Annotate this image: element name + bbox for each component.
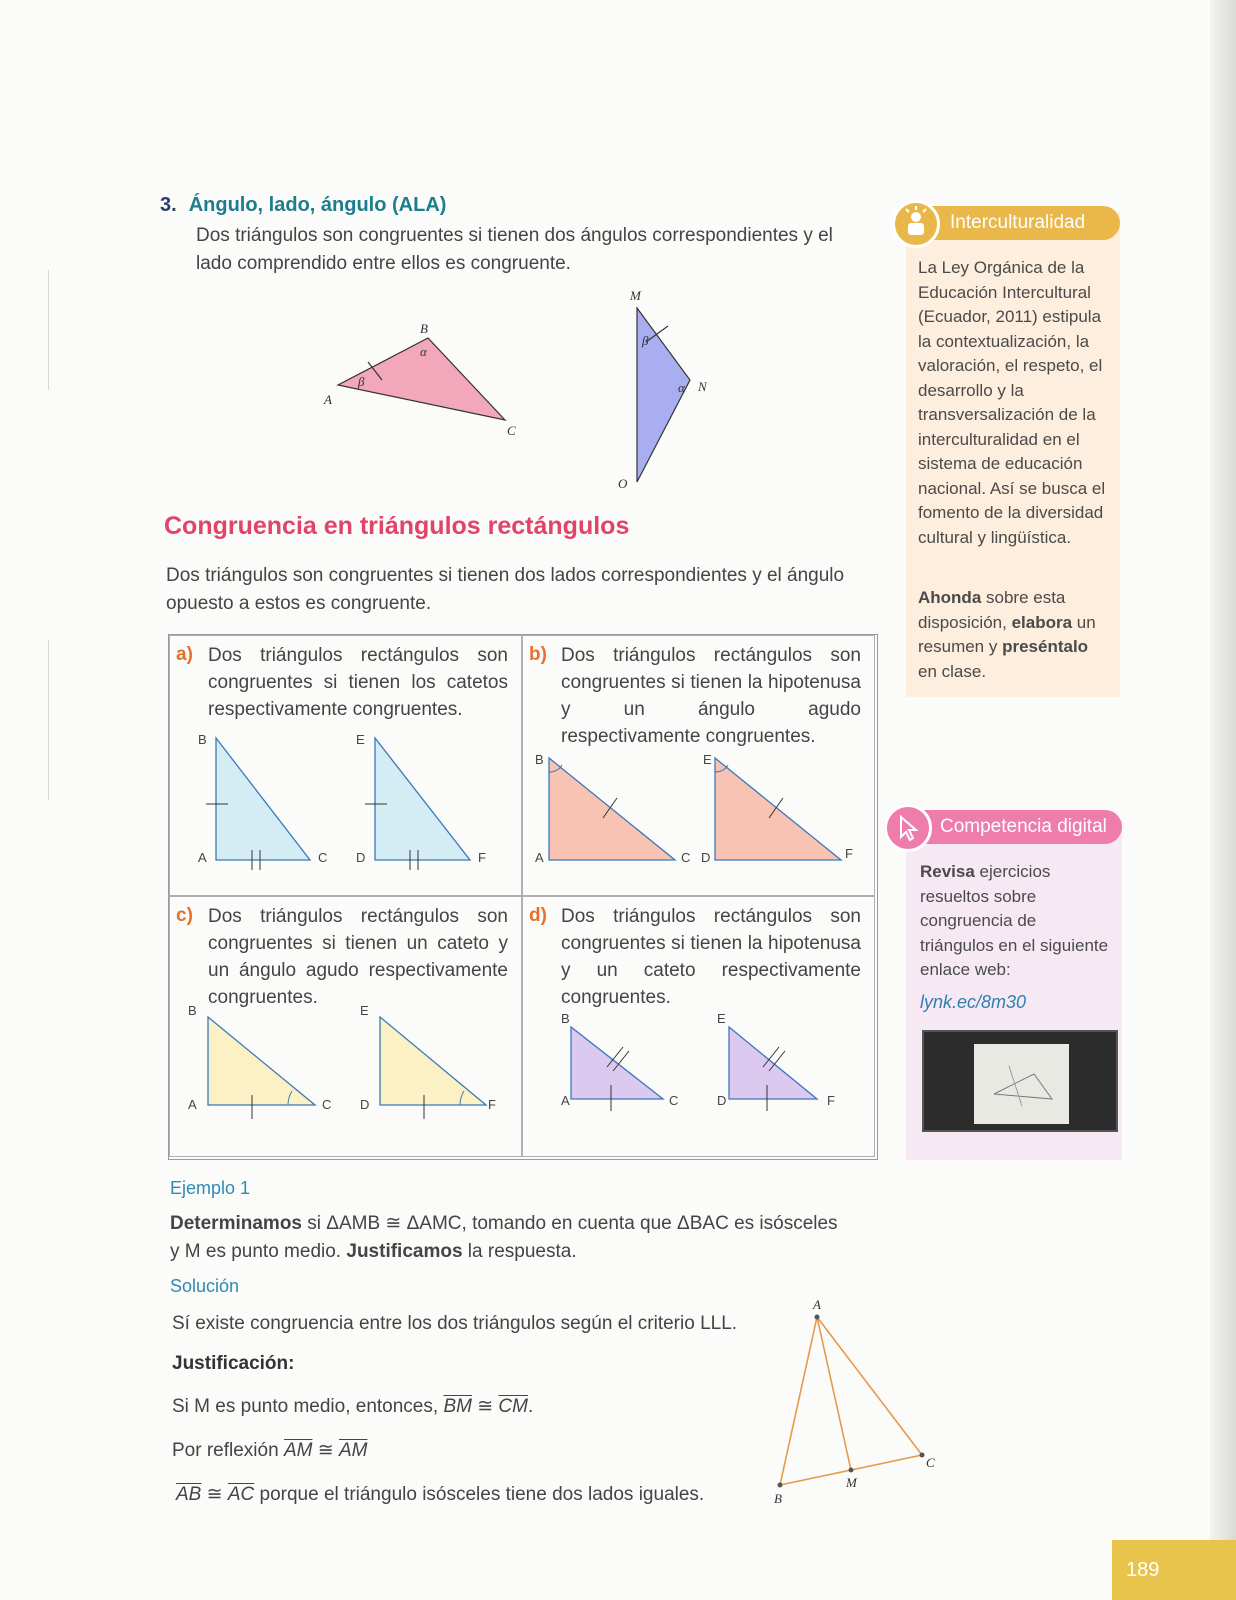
vertex-label: A <box>561 1093 570 1108</box>
label-C: C <box>926 1455 935 1470</box>
vertex-label: E <box>717 1011 726 1026</box>
criterion-text: Dos triángulos rectángulos son congruentes si tienen un cateto y un ángulo agudo respectivamente congruentes. <box>208 906 508 1008</box>
isosceles-figure <box>760 1295 940 1510</box>
vertex-label: A <box>188 1097 197 1112</box>
vertex-label: D <box>356 850 366 865</box>
label-C: C <box>507 423 516 438</box>
vertex-label: F <box>478 850 486 865</box>
label-beta: β <box>358 374 365 389</box>
justification-3: $\overline{AB}$ ≅ $\overline{AC}$ porque el triángulo isósceles tiene dos lados iguales. <box>176 1484 705 1505</box>
vertex-label: C <box>681 850 691 865</box>
vertex-label: D <box>360 1097 370 1112</box>
section-title: 3. Ángulo, lado, ángulo (ALA) <box>160 194 447 216</box>
criterion-d <box>522 896 875 1157</box>
criterion-c <box>169 896 522 1157</box>
vertex-label: E <box>360 1003 369 1018</box>
label-O: O <box>618 476 628 491</box>
web-link[interactable]: lynk.ec/8m30 <box>920 992 1027 1012</box>
vertex-label: A <box>535 850 544 865</box>
label-beta-2: β <box>642 333 649 348</box>
example-title: Ejemplo 1 <box>170 1178 251 1198</box>
cursor-icon <box>884 804 932 852</box>
vertex-label: C <box>318 850 328 865</box>
criterion-text: Dos triángulos rectángulos son congruentes si tienen la hipotenusa y un cateto respectivamente congruentes. <box>561 906 861 1008</box>
criterion-a <box>169 635 522 896</box>
criterion-label: c) <box>176 905 193 926</box>
bold-word: Determinamos <box>170 1213 302 1234</box>
vertex-label: D <box>701 850 711 865</box>
criterion-label: d) <box>529 905 547 926</box>
rect-heading: Congruencia en triángulos rectángulos <box>164 512 630 540</box>
label-M: M <box>630 288 641 303</box>
criterion-text: Dos triángulos rectángulos son congruentes si tienen los catetos respectivamente congruentes. <box>208 645 508 720</box>
label-B: B <box>420 321 428 336</box>
label-N: N <box>698 379 707 394</box>
margin-line <box>48 270 49 390</box>
criterion-c-figure <box>170 897 523 1158</box>
vertex-label: F <box>845 846 853 861</box>
vertex-label: B <box>561 1011 570 1026</box>
competencia-digital-text: Revisa ejercicios resueltos sobre congruencia de triángulos en el siguiente enlace web: <box>920 862 1109 979</box>
vertex-label: B <box>198 732 207 747</box>
rect-intro: Dos triángulos son congruentes si tienen dos lados correspondientes y el ángulo opuesto a estos es congruente. <box>166 565 845 614</box>
thumbnail-content <box>974 1044 1069 1124</box>
solution-text: Sí existe congruencia entre los dos triángulos según el criterio LLL. <box>172 1313 738 1334</box>
criterion-text: Dos triángulos rectángulos son congruentes si tienen la hipotenusa y un ángulo agudo respectivamente congruentes. <box>561 645 861 747</box>
criterion-label: b) <box>529 644 547 665</box>
vertex-label: E <box>356 732 365 747</box>
margin-line <box>48 640 49 800</box>
criterion-b-figure <box>523 636 876 897</box>
criterion-a-figure <box>170 636 523 897</box>
vertex-label: C <box>669 1093 679 1108</box>
label-A: A <box>324 392 332 407</box>
bold-word: Justificamos <box>346 1241 463 1262</box>
video-thumbnail[interactable] <box>922 1030 1118 1132</box>
competencia-digital-header: Competencia digital <box>884 810 1122 844</box>
people-icon <box>892 200 940 248</box>
criteria-grid <box>168 634 878 1160</box>
interculturalidad-task: Ahonda sobre esta disposición, elabora un resumen y preséntalo en clase. <box>918 588 1096 681</box>
vertex-label: F <box>488 1097 496 1112</box>
section-body: Dos triángulos son congruentes si tienen dos ángulos correspondientes y el lado comprendido entre ellos es congruente. <box>196 225 833 274</box>
label-B: B <box>774 1491 782 1506</box>
justification-2: Por reflexión $\overline{AM}$ ≅ $\overline{AM}$ <box>172 1440 368 1461</box>
interculturalidad-text: La Ley Orgánica de la Educación Intercultural (Ecuador, 2011) estipula la contextualización, la valoración, el respeto, el desarrollo y la transversalización de la interculturalidad en el sistema de educación nacional. Así se busca el fomento de la diversidad cultural y lingüística. <box>918 258 1106 547</box>
page-edge-shadow <box>1210 0 1236 1600</box>
criterion-b <box>522 635 875 896</box>
vertex-label: A <box>198 850 207 865</box>
page-number: 189 <box>1112 1540 1236 1600</box>
justification-1: Si M es punto medio, entonces, $\overline{BM}$ ≅ $\overline{CM}$. <box>172 1396 534 1417</box>
criterion-label: a) <box>176 644 193 665</box>
vertex-label: D <box>717 1093 727 1108</box>
example-statement: Determinamos si ΔAMB ≅ ΔAMC, tomando en cuenta que ΔBAC es isósceles y M es punto medio. Justificamos la respuesta. <box>170 1213 838 1262</box>
vertex-label: F <box>827 1093 835 1108</box>
label-A: A <box>813 1297 821 1312</box>
ala-figure <box>300 280 740 495</box>
vertex-label: E <box>703 752 712 767</box>
label-alpha: α <box>420 344 427 359</box>
vertex-label: B <box>535 752 544 767</box>
label-alpha-2: α <box>678 380 685 395</box>
vertex-label: B <box>188 1003 197 1018</box>
solution-label: Solución <box>170 1276 240 1296</box>
criterion-d-figure <box>523 897 876 1158</box>
justification-label: Justificación: <box>172 1353 295 1374</box>
vertex-label: C <box>322 1097 332 1112</box>
label-M: M <box>846 1475 857 1490</box>
interculturalidad-header: Interculturalidad <box>894 206 1120 240</box>
